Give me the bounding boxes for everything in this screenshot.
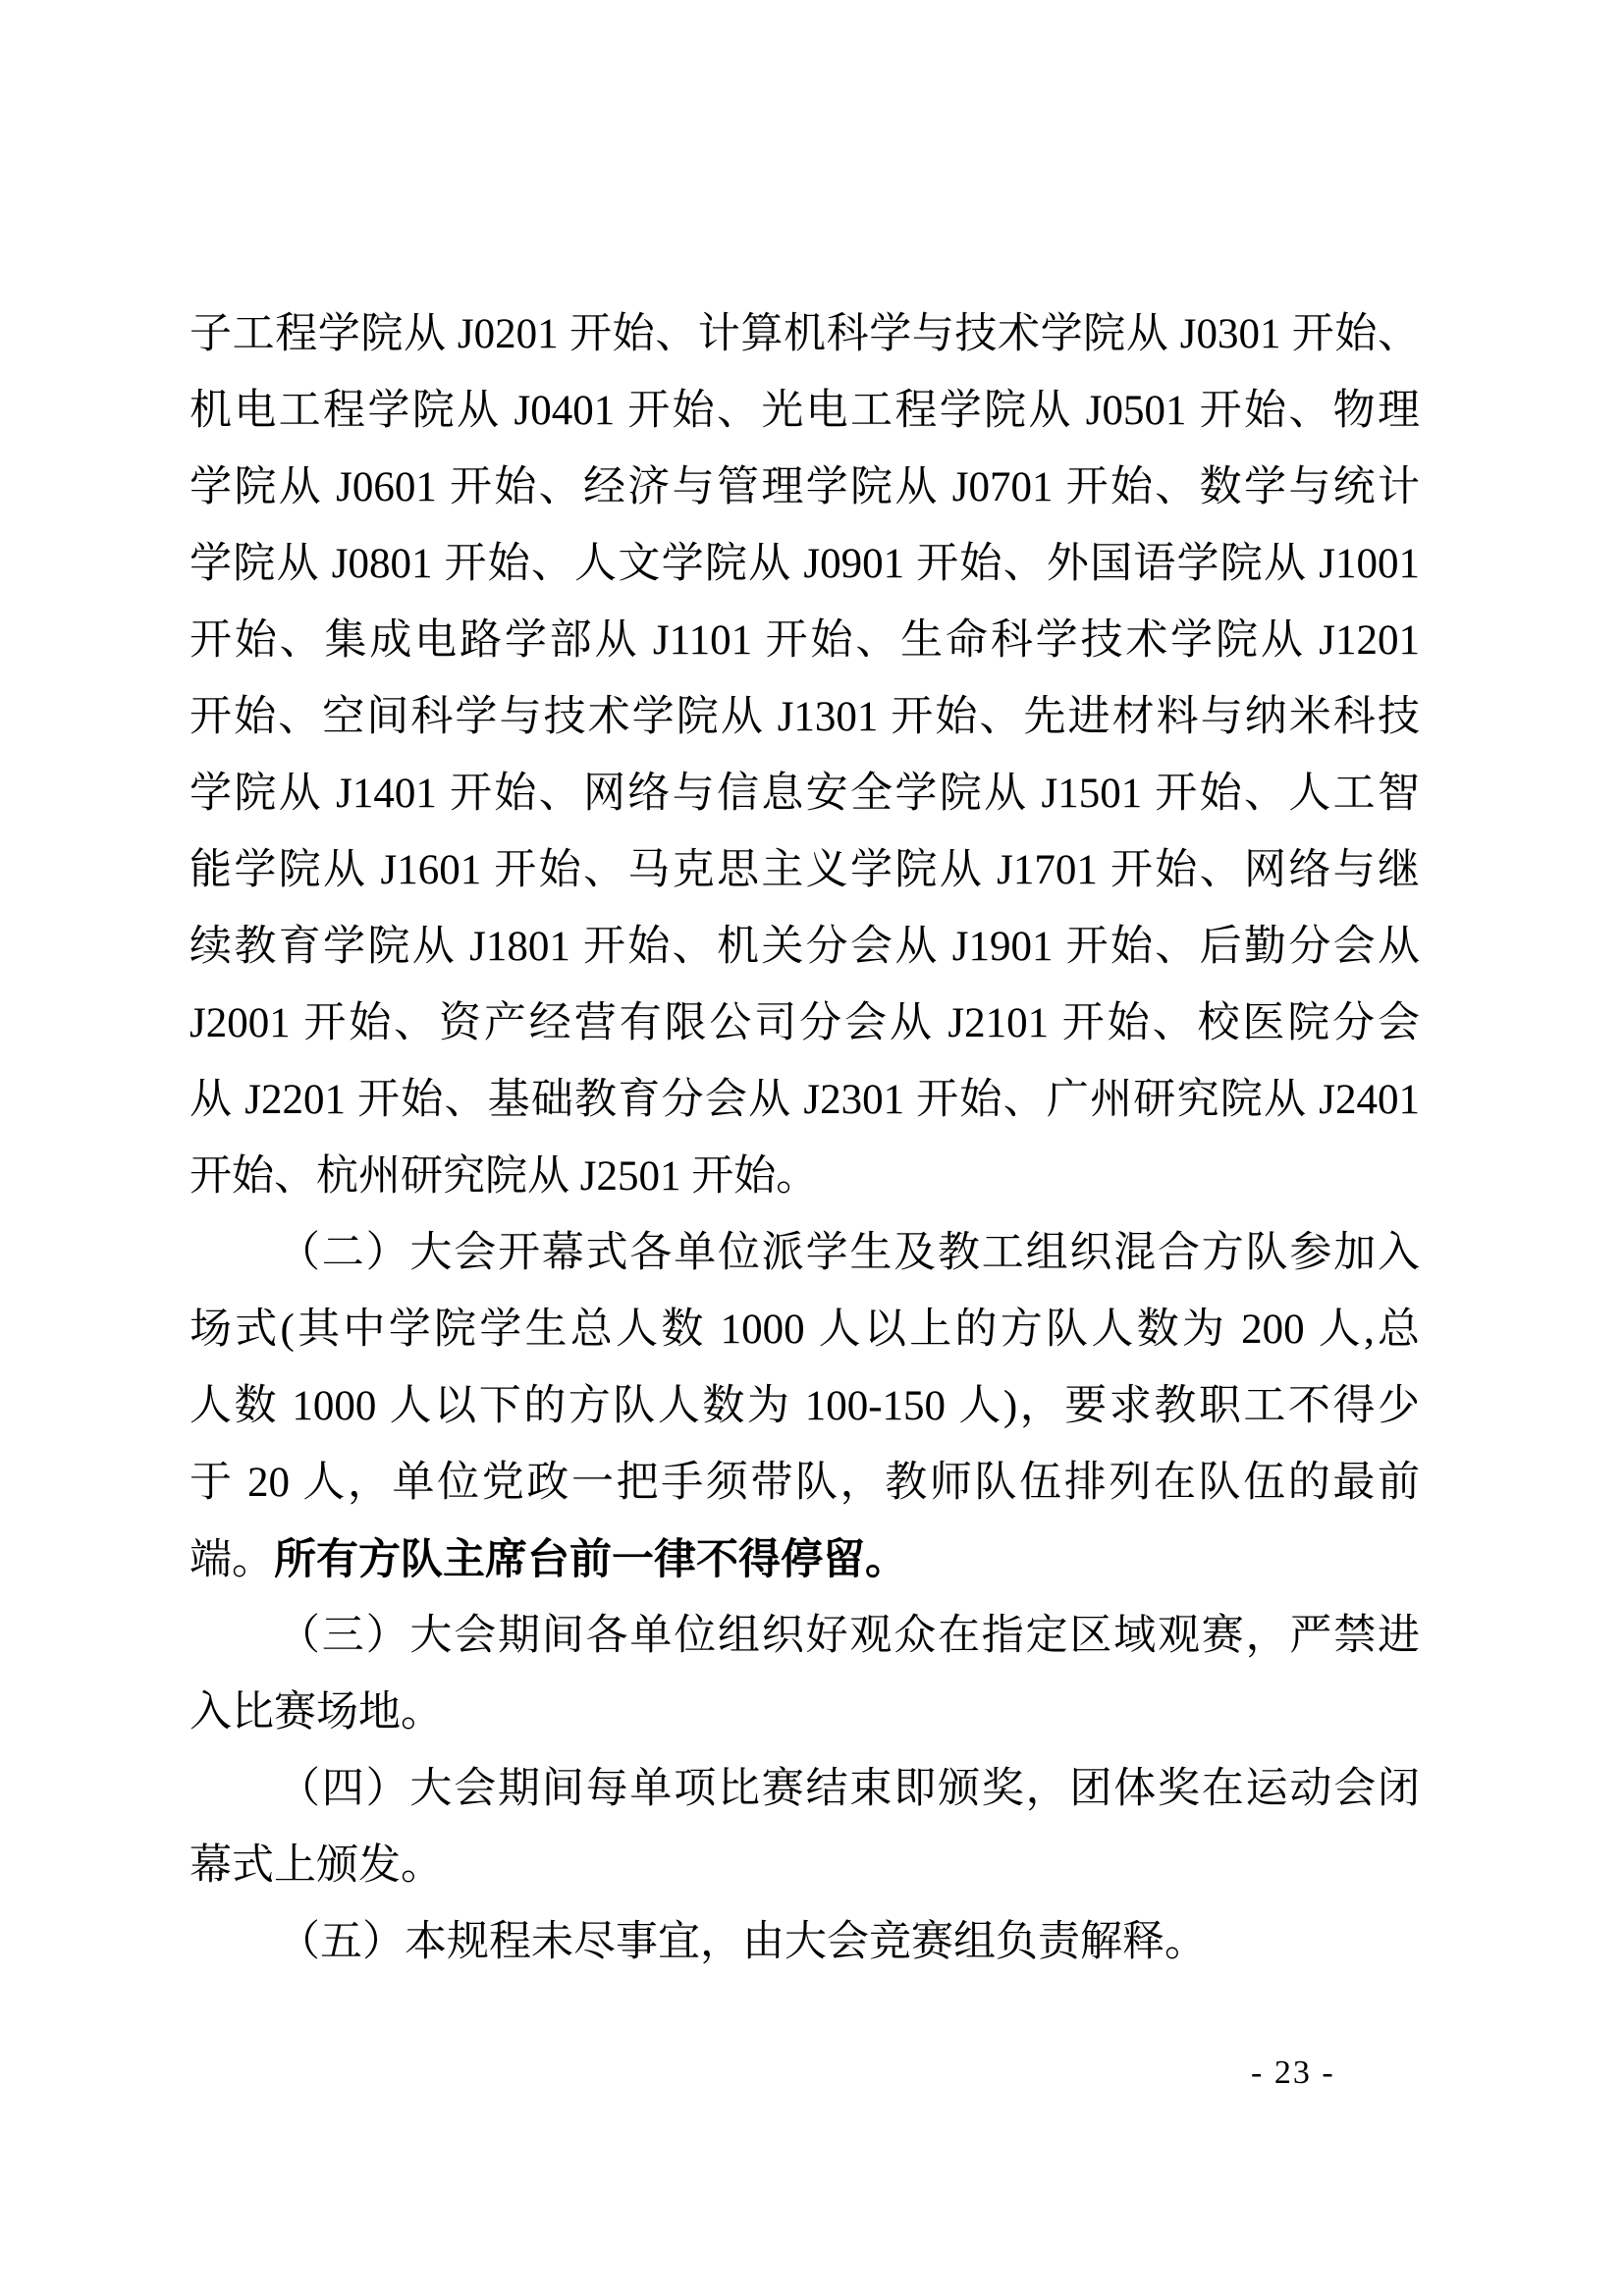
paragraph-item-2-opening-ceremony (189, 1215, 1420, 1598)
text-line: 能学院从 J1601 开始、马克思主义学院从 J1701 开始、网络与继 (189, 847, 1420, 893)
text-segment: 端。 (189, 1537, 274, 1583)
paragraph-item-3-spectators (189, 1598, 1420, 1751)
text-line: 从 J2201 开始、基础教育分会从 J2301 开始、广州研究院从 J2401 (189, 1077, 1420, 1123)
text-line: 机电工程学院从 J0401 开始、光电工程学院从 J0501 开始、物理 (189, 388, 1420, 434)
text-line: 于 20 人，单位党政一把手须带队，教师队伍排列在队伍的最前 (189, 1460, 1420, 1506)
bold-emphasis-text: 所有方队主席台前一律不得停留。 (274, 1536, 907, 1583)
text-line: 学院从 J0801 开始、人文学院从 J0901 开始、外国语学院从 J1001 (189, 541, 1420, 587)
text-line: 开始、集成电路学部从 J1101 开始、生命科学技术学院从 J1201 (189, 617, 1420, 664)
paragraph-item-5-interpretation (189, 1904, 1420, 1981)
text-line: 开始、杭州研究院从 J2501 开始。 (189, 1153, 819, 1200)
paragraph-venue-numbering (189, 296, 1420, 1215)
body-text (189, 296, 1420, 1981)
text-line: （五）本规程未尽事宜，由大会竞赛组负责解释。 (278, 1919, 1207, 1965)
paragraph-item-4-awards (189, 1751, 1420, 1904)
text-line: 子工程学院从 J0201 开始、计算机科学与技术学院从 J0301 开始、 (189, 311, 1420, 357)
text-line: 续教育学院从 J1801 开始、机关分会从 J1901 开始、后勤分会从 (189, 924, 1420, 970)
page-number: - 23 - (1251, 2055, 1335, 2091)
text-line: 学院从 J0601 开始、经济与管理学院从 J0701 开始、数学与统计 (189, 464, 1420, 510)
text-line: J2001 开始、资产经营有限公司分会从 J2101 开始、校医院分会 (189, 1000, 1420, 1046)
text-line: （二）大会开幕式各单位派学生及教工组织混合方队参加入 (278, 1230, 1420, 1276)
text-line-with-emphasis (189, 1522, 1420, 1598)
text-line: 入比赛场地。 (189, 1689, 443, 1735)
text-line: 场式(其中学院学生总人数 1000 人以上的方队人数为 200 人,总 (189, 1307, 1420, 1353)
text-line: 学院从 J1401 开始、网络与信息安全学院从 J1501 开始、人工智 (189, 771, 1420, 817)
text-line: 开始、空间科学与技术学院从 J1301 开始、先进材料与纳米科技 (189, 694, 1420, 740)
text-line: 幕式上颁发。 (189, 1842, 443, 1889)
text-line: （四）大会期间每单项比赛结束即颁奖，团体奖在运动会闭 (278, 1766, 1420, 1812)
text-line: （三）大会期间各单位组织好观众在指定区域观赛，严禁进 (278, 1613, 1420, 1659)
text-line: 人数 1000 人以下的方队人数为 100-150 人)，要求教职工不得少 (189, 1383, 1420, 1429)
